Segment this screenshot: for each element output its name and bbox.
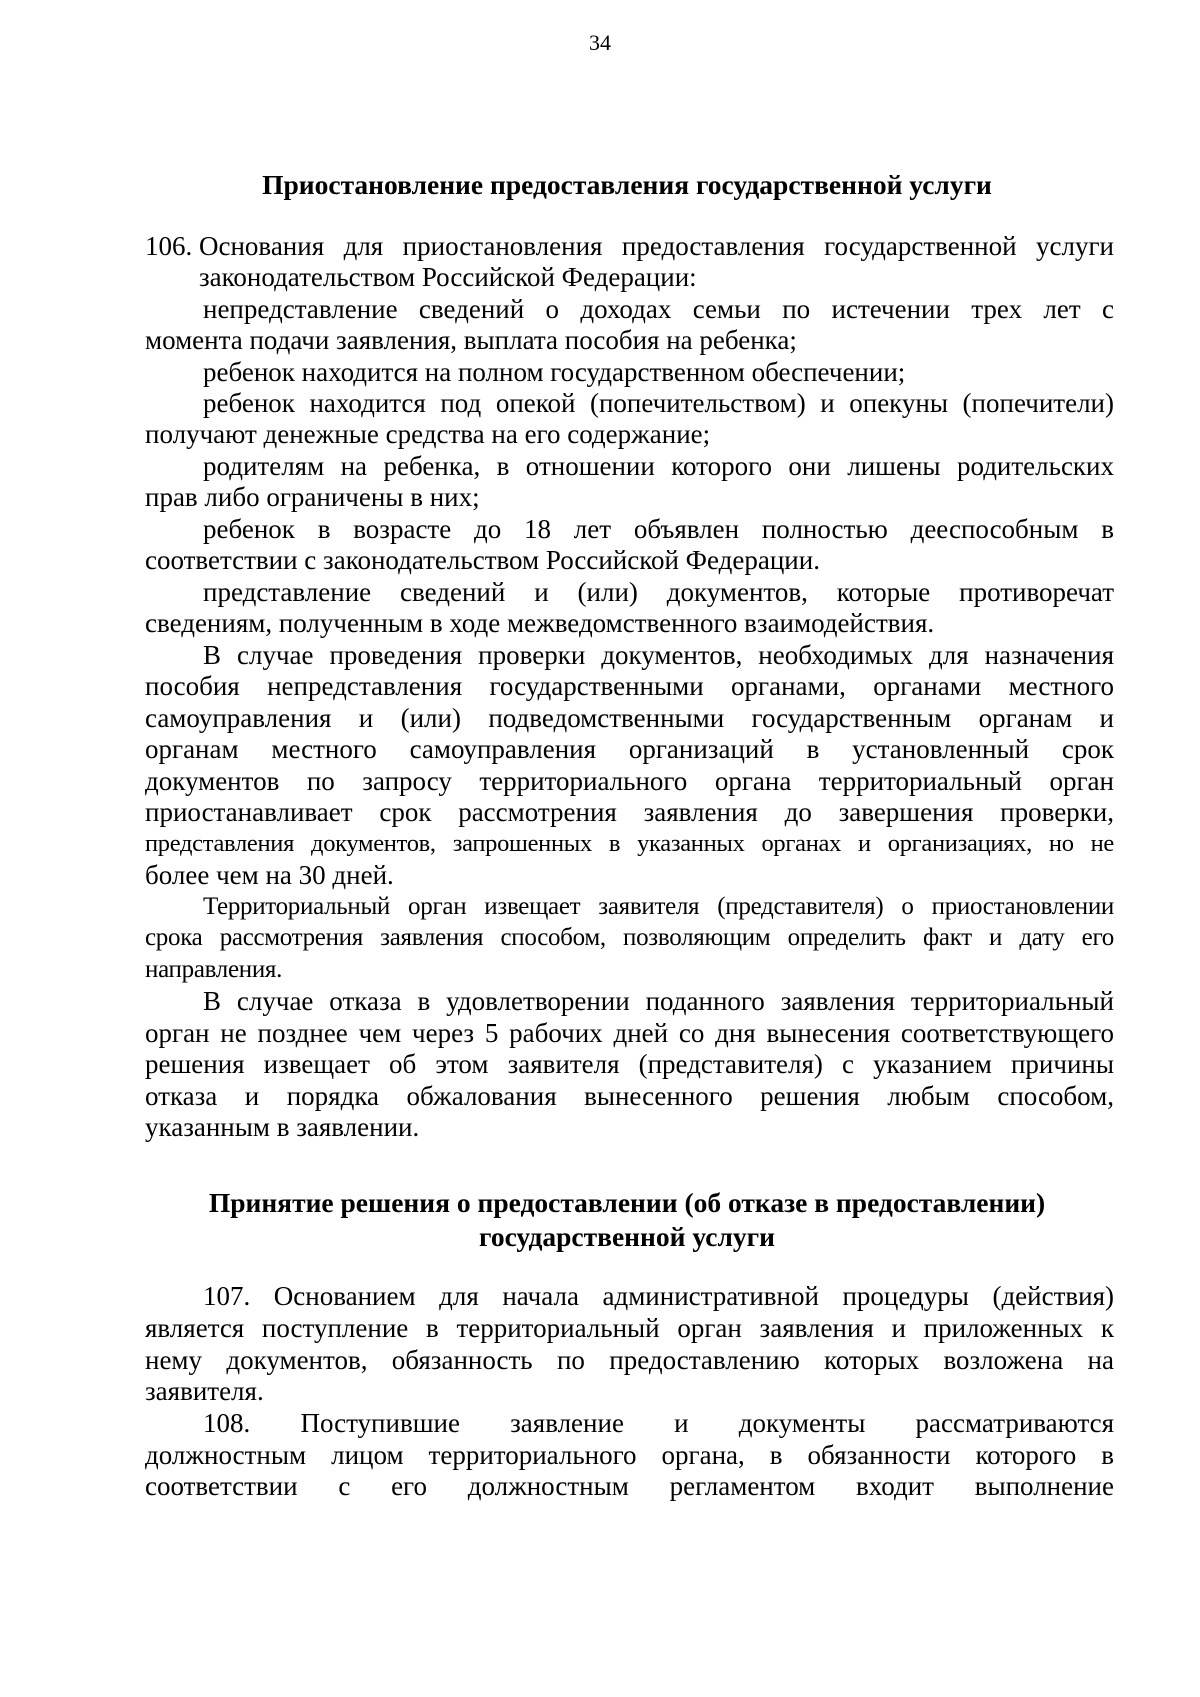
paragraph-line: представления документов, запрошенных в указанных органах и организациях, но не <box>145 830 1114 857</box>
section-heading-suspension <box>140 168 1114 202</box>
paragraph-line: документов по запросу территориального органа территориальный орган <box>145 766 1114 796</box>
paragraph-line: родителям на ребенка, в отношении которого они лишены родительских <box>203 451 1114 481</box>
paragraph-line: Основания для приостановления предоставления государственной услуги <box>199 231 1114 261</box>
paragraph-line: ребенок находится на полном государственном обеспечении; <box>203 357 906 387</box>
heading-text: Приостановление предоставления государственной услуги <box>262 169 992 200</box>
page-number: 34 <box>589 30 611 55</box>
paragraph-line: направления. <box>145 956 283 983</box>
paragraph-line: является поступление в территориальный орган заявления и приложенных к <box>145 1313 1114 1343</box>
section-heading-decision <box>140 1186 1114 1254</box>
paragraph-line: приостанавливает срок рассмотрения заявления до завершения проверки, <box>145 797 1114 827</box>
paragraph-line: срока рассмотрения заявления способом, позволяющим определить факт и дату его <box>145 924 1114 951</box>
paragraph-line: непредставление сведений о доходах семьи по истечении трех лет с <box>203 294 1114 324</box>
paragraph-line: более чем на 30 дней. <box>145 860 394 890</box>
paragraph-line: решения извещает об этом заявителя (представителя) с указанием причины <box>145 1049 1114 1079</box>
paragraph-line: 107. Основанием для начала административной процедуры (действия) <box>203 1281 1114 1311</box>
paragraph-line: представление сведений и (или) документов, которые противоречат <box>203 577 1114 607</box>
paragraph-line: нему документов, обязанность по предоставлению которых возложена на <box>145 1345 1114 1375</box>
paragraph-line: пособия непредставления государственными органами, органами местного <box>145 671 1114 701</box>
paragraph-line: самоуправления и (или) подведомственными государственным органам и <box>145 703 1114 733</box>
paragraph-line: ребенок в возрасте до 18 лет объявлен полностью дееспособным в <box>203 514 1114 544</box>
paragraph-line: соответствии с его должностным регламентом входит выполнение <box>145 1471 1114 1501</box>
paragraph-line: Территориальный орган извещает заявителя (представителя) о приостановлении <box>203 893 1114 920</box>
paragraph-line: должностным лицом территориального органа, в обязанности которого в <box>145 1440 1114 1470</box>
paragraph-line: отказа и порядка обжалования вынесенного решения любым способом, <box>145 1081 1114 1111</box>
paragraph-line: заявителя. <box>145 1376 264 1406</box>
heading-text: Принятие решения о предоставлении (об отказе в предоставлении) <box>208 1187 1046 1218</box>
paragraph-line: органам местного самоуправления организаций в установленный срок <box>145 734 1114 764</box>
paragraph-line: ребенок находится под опекой (попечительством) и опекуны (попечители) <box>203 388 1114 418</box>
paragraph-line: получают денежные средства на его содержание; <box>145 419 711 449</box>
paragraph-line: сведениям, полученным в ходе межведомственного взаимодействия. <box>145 608 935 638</box>
paragraph-line: прав либо ограничены в них; <box>145 482 480 512</box>
paragraph-line: орган не позднее чем через 5 рабочих дней со дня вынесения соответствующего <box>145 1018 1114 1048</box>
paragraph-line: 108. Поступившие заявление и документы рассматриваются <box>203 1408 1114 1438</box>
paragraph-line: соответствии с законодательством Российской Федерации. <box>145 545 820 575</box>
item-number: 106. <box>145 231 193 261</box>
heading-text: государственной услуги <box>479 1221 775 1252</box>
paragraph-line: момента подачи заявления, выплата пособия на ребенка; <box>145 325 797 355</box>
paragraph-line: В случае проведения проверки документов, необходимых для назначения <box>203 640 1114 670</box>
paragraph-line: указанным в заявлении. <box>145 1112 420 1142</box>
paragraph-line: В случае отказа в удовлетворении поданного заявления территориальный <box>203 986 1114 1016</box>
paragraph-line: законодательством Российской Федерации: <box>199 262 697 292</box>
